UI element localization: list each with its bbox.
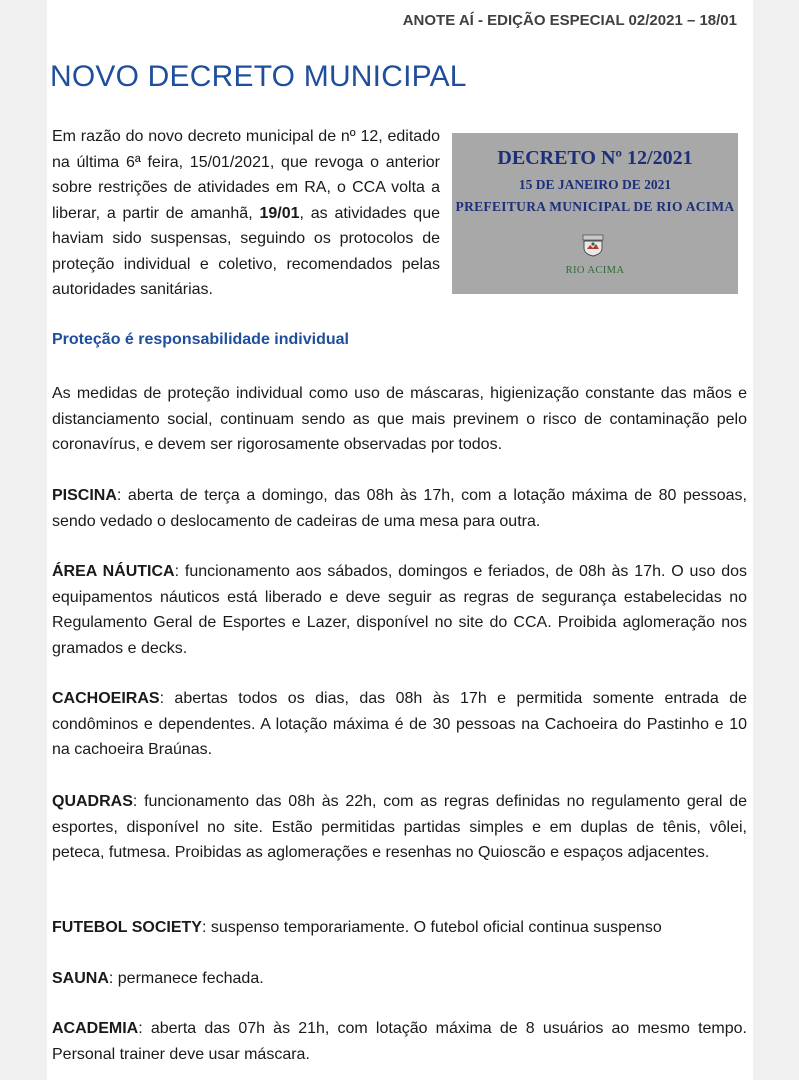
item-text: : aberta das 07h às 21h, com lotação máxima de 8 usuários ao mesmo tempo. Personal trainer deve usar máscara. <box>52 1020 747 1063</box>
intro-paragraph <box>52 124 440 303</box>
item-text: : aberta de terça a domingo, das 08h às 17h, com a lotação máxima de 80 pessoas, sendo vedado o deslocamento de cadeiras de uma mesa para outra. <box>52 487 747 530</box>
decree-image-title: DECRETO Nº 12/2021 <box>497 147 693 169</box>
item-label: QUADRAS <box>52 793 133 810</box>
page-title: NOVO DECRETO MUNICIPAL <box>50 60 467 93</box>
item-label: PISCINA <box>52 487 117 504</box>
document-page <box>47 0 753 1080</box>
intro-text-part1: Em razão do novo decreto municipal de nº 12, editado na última 6ª feira, 15/01/2021, que revoga o anterior sobre restrições de atividades em RA, o CCA volta a liberar, a partir de amanhã, <box>52 128 440 222</box>
item-label: FUTEBOL SOCIETY <box>52 919 202 936</box>
item-area-nautica <box>52 559 747 661</box>
intro-date: 19/01 <box>259 204 300 222</box>
item-futebol-society <box>52 915 747 941</box>
decree-image <box>452 133 738 294</box>
edition-header: ANOTE AÍ - EDIÇÃO ESPECIAL 02/2021 – 18/01 <box>402 12 737 29</box>
intro-text-part2: , as atividades que haviam sido suspensas, seguindo os protocolos de proteção individual e coletivo, recomendados pelas autoridades sanitárias. <box>52 204 440 298</box>
item-text: : permanece fechada. <box>108 970 264 987</box>
item-academia <box>52 1016 747 1067</box>
item-cachoeiras <box>52 686 747 763</box>
item-label: SAUNA <box>52 970 109 987</box>
item-text: : suspenso temporariamente. O futebol oficial continua suspenso <box>201 919 662 936</box>
item-label: CACHOEIRAS <box>52 690 160 707</box>
item-quadras <box>52 789 747 866</box>
municipal-seal-icon <box>579 233 607 257</box>
item-text: : abertas todos os dias, das 08h às 17h e permitida somente entrada de condôminos e dependentes. A lotação máxima é de 30 pessoas na Cachoeira do Pastinho e 10 na cachoeira Braúnas. <box>52 690 747 758</box>
decree-image-date: 15 DE JANEIRO DE 2021 <box>518 177 672 192</box>
decree-image-issuer: PREFEITURA MUNICIPAL DE RIO ACIMA <box>455 199 735 214</box>
item-piscina <box>52 483 747 534</box>
item-sauna <box>52 966 747 992</box>
item-label: ÁREA NÁUTICA <box>52 563 175 580</box>
item-text: : funcionamento aos sábados, domingos e feriados, de 08h às 17h. O uso dos equipamentos náuticos está liberado e deve seguir as regras de segurança estabelecidas no Regulamento Geral de Esportes e Lazer, disponível no site do CCA. Proibida aglomeração nos gramados e decks. <box>52 563 748 657</box>
decree-image-city: RIO ACIMA <box>565 265 625 276</box>
section-subheading: Proteção é responsabilidade individual <box>52 331 349 348</box>
item-text: : funcionamento das 08h às 22h, com as regras definidas no regulamento geral de esportes, disponível no site. Estão permitidas partidas simples e em duplas de tênis, vôlei, peteca, futmesa. Proibidas as aglomerações e resenhas no Quioscão e espaços adjacentes. <box>52 793 747 861</box>
protection-paragraph: As medidas de proteção individual como uso de máscaras, higienização constante das mãos e distanciamento social, continuam sendo as que mais previnem o risco de contaminação pelo coronavírus, e devem ser rigorosamente observadas por todos. <box>52 385 747 453</box>
item-label: ACADEMIA <box>52 1020 139 1037</box>
